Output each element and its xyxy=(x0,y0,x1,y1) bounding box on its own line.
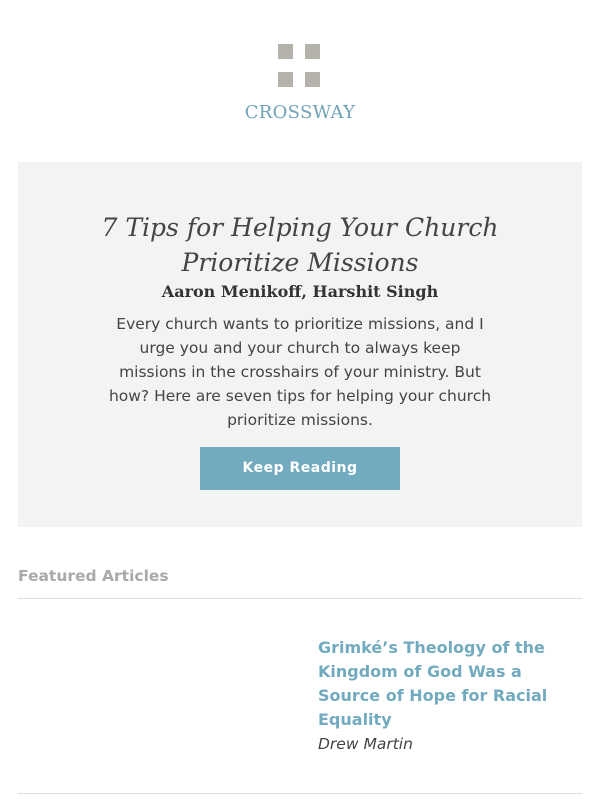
featured-article xyxy=(18,622,582,772)
logo-square xyxy=(278,72,293,87)
hero-title[interactable]: 7 Tips for Helping Your Church Prioritize Missions xyxy=(101,213,499,277)
four-squares-icon xyxy=(278,44,322,87)
hero-authors: Aaron Menikoff, Harshit Singh xyxy=(161,282,439,301)
section-divider xyxy=(18,598,582,599)
section-divider xyxy=(18,793,582,794)
crossway-logo[interactable] xyxy=(0,44,600,123)
article-body xyxy=(318,636,568,756)
logo-square xyxy=(278,44,293,59)
article-author: Drew Martin xyxy=(318,735,413,753)
hero-card xyxy=(18,162,582,527)
article-title-link[interactable]: Grimké’s Theology of the Kingdom of God Was a Source of Hope for Racial Equality xyxy=(318,638,548,729)
logo-square xyxy=(305,72,320,87)
keep-reading-button[interactable]: Keep Reading xyxy=(200,447,400,490)
logo-wordmark: CROSSWAY xyxy=(244,102,356,123)
article-image[interactable] xyxy=(18,622,290,772)
logo-square xyxy=(305,44,320,59)
hero-excerpt: Every church wants to prioritize missions, and I urge you and your church to always keep missions in the crosshairs of your ministry. But how? Here are seven tips for helping your church prioritize missions. xyxy=(108,315,492,429)
featured-articles-heading: Featured Articles xyxy=(18,567,169,585)
